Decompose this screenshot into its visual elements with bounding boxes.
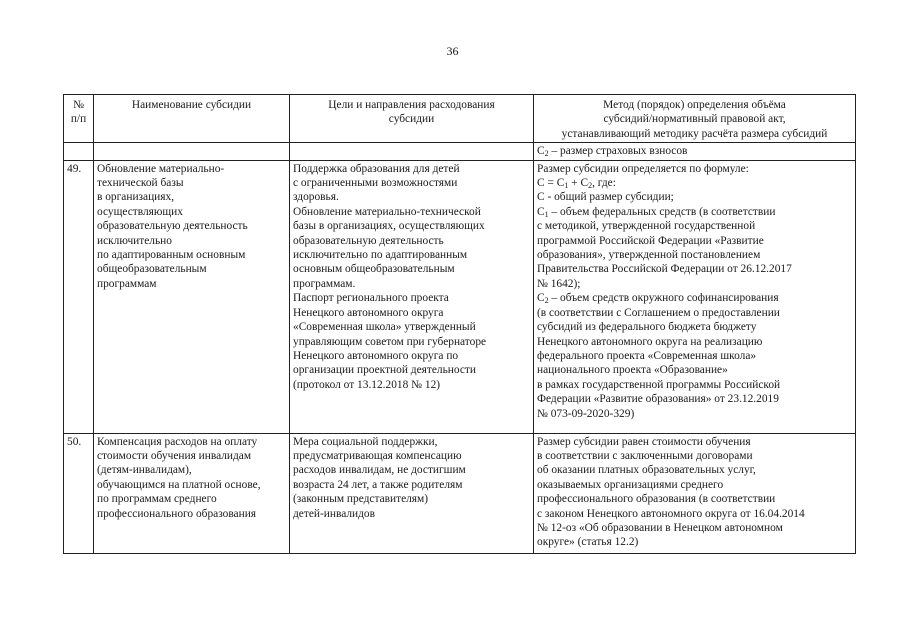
row-method-line: в рамках государственной программы Российской xyxy=(537,378,781,391)
row-method-line: Федерации «Развитие образования» от 23.12.2019 xyxy=(537,393,779,406)
row-goals-line: Обновление материально-технической xyxy=(293,205,481,218)
row-name-line: (детям-инвалидам), xyxy=(97,464,192,477)
subsidies-table xyxy=(63,94,856,554)
header-goals xyxy=(290,95,534,143)
row-method-line: с методикой, утвержденной государственной xyxy=(537,220,756,233)
row-method-line: Правительства Российской Федерации от 26.12.2017 xyxy=(537,263,792,276)
row-method-line: № 1642); xyxy=(537,277,581,290)
row-goals-line: Поддержка образования для детей xyxy=(293,162,460,175)
carryover-method-line: $С_2$ – размер страховых взносов xyxy=(537,145,688,159)
header-goals-line: субсидии xyxy=(388,113,435,126)
carryover-goals xyxy=(290,143,534,160)
row-method-line: оказываемых организациями среднего xyxy=(537,478,724,491)
row-name-line: осуществляющих xyxy=(97,205,183,218)
header-num-line: п/п xyxy=(70,113,87,126)
header-method-line: субсидий/нормативный правовой акт, xyxy=(603,113,786,126)
row-name-line: исключительно xyxy=(97,234,172,247)
row-name-line: Обновление материально- xyxy=(97,162,225,175)
row-method-line: с законом Ненецкого автономного округа от 16.04.2014 xyxy=(537,507,805,520)
carryover-row xyxy=(64,143,856,160)
row-method xyxy=(534,160,856,433)
row-goals-line: Ненецкого автономного округа xyxy=(293,306,444,319)
header-method-line: устанавливающий методику расчёта размера субсидий xyxy=(561,127,828,140)
carryover-num xyxy=(64,143,94,160)
row-name xyxy=(94,433,290,553)
row-name-line: обучающимся на платной основе, xyxy=(97,478,261,491)
row-num: 49. xyxy=(64,160,94,433)
table-header-row xyxy=(64,95,856,143)
row-method-line: субсидий из федерального бюджета бюджету xyxy=(537,321,757,334)
row-method xyxy=(534,433,856,553)
row-method-line: профессионального образования (в соответствии xyxy=(537,493,776,506)
row-name xyxy=(94,160,290,433)
table-row xyxy=(64,160,856,433)
row-method-line: округе» (статья 12.2) xyxy=(537,536,639,549)
row-name-line: программам xyxy=(97,277,157,290)
row-method-line: С - общий размер субсидии; xyxy=(537,191,674,204)
row-goals-line: предусматривающая компенсацию xyxy=(293,450,462,463)
row-method-line: образования», утвержденной постановлением xyxy=(537,249,761,262)
row-goals-line: управляющим советом при губернаторе xyxy=(293,335,487,348)
row-name-line: по адаптированным основным xyxy=(97,249,246,262)
row-num: 50. xyxy=(64,433,94,553)
row-method-line: $С = С_1 + С_2$, где: xyxy=(537,177,616,191)
row-goals-line: детей-инвалидов xyxy=(293,507,375,520)
row-method-line: национального проекта «Образование» xyxy=(537,364,728,377)
row-name-line: технической базы xyxy=(97,177,184,190)
row-goals-line: Ненецкого автономного округа по xyxy=(293,349,459,362)
row-goals-line: «Современная школа» утвержденный xyxy=(293,321,476,334)
row-goals-line: (законным представителям) xyxy=(293,493,429,506)
table-row xyxy=(64,433,856,553)
row-goals-line: с ограниченными возможностями xyxy=(293,177,458,190)
row-method-line: Размер субсидии определяется по формуле: xyxy=(537,162,749,175)
row-name-line: по программам среднего xyxy=(97,493,217,506)
row-method-line: $С_1$ – объем федеральных средств (в соответствии xyxy=(537,205,776,219)
row-method-line: Ненецкого автономного округа на реализацию xyxy=(537,335,763,348)
row-goals-line: Мера социальной поддержки, xyxy=(293,435,438,448)
row-method-line: № 073-09-2020-329) xyxy=(537,407,635,420)
header-num-line: № xyxy=(73,99,84,111)
row-goals-line: основным общеобразовательным xyxy=(293,263,455,276)
row-goals-line: (протокол от 13.12.2018 № 12) xyxy=(293,378,441,391)
row-goals-line: исключительно по адаптированным xyxy=(293,249,468,262)
page-number: 36 xyxy=(446,44,459,58)
header-name-line: Наименование субсидии xyxy=(131,99,252,111)
row-method-line: $С_2$ – объем средств окружного софинансирования xyxy=(537,292,779,306)
row-name-line: в организациях, xyxy=(97,191,175,204)
row-goals xyxy=(290,160,534,433)
row-goals-line: программам. xyxy=(293,277,356,290)
row-goals-line: здоровья. xyxy=(293,191,339,204)
row-goals-line: базы в организациях, осуществляющих xyxy=(293,220,485,233)
header-goals-line: Цели и направления расходования xyxy=(328,99,495,111)
row-goals-line: возраста 24 лет, а также родителям xyxy=(293,478,463,491)
row-method-line: № 12-оз «Об образовании в Ненецком автономном xyxy=(537,522,783,535)
row-goals-line: образовательную деятельность xyxy=(293,234,444,247)
row-name-line: профессионального образования xyxy=(97,507,257,520)
row-method-line: об оказании платных образовательных услуг, xyxy=(537,464,756,477)
row-method-line: (в соответствии с Соглашением о предоставлении xyxy=(537,306,780,319)
row-goals-line: организации проектной деятельности xyxy=(293,364,476,377)
row-method-line: программой Российской Федерации «Развитие xyxy=(537,234,764,247)
header-method-line: Метод (порядок) определения объёма xyxy=(603,99,786,111)
row-goals-line: расходов инвалидам, не достигшим xyxy=(293,464,466,477)
row-method-line: Размер субсидии равен стоимости обучения xyxy=(537,435,751,448)
header-method xyxy=(534,95,856,143)
row-method-line: в соответствии с заключенными договорами xyxy=(537,450,753,463)
carryover-name xyxy=(94,143,290,160)
row-name-line: образовательную деятельность xyxy=(97,220,248,233)
row-goals xyxy=(290,433,534,553)
row-method-line: федерального проекта «Современная школа» xyxy=(537,349,757,362)
row-name-line: Компенсация расходов на оплату xyxy=(97,435,258,448)
row-name-line: стоимости обучения инвалидам xyxy=(97,450,252,463)
row-name-line: общеобразовательным xyxy=(97,263,207,276)
row-goals-line: Паспорт регионального проекта xyxy=(293,292,449,305)
header-name xyxy=(94,95,290,143)
header-num xyxy=(64,95,94,143)
carryover-method xyxy=(534,143,856,160)
